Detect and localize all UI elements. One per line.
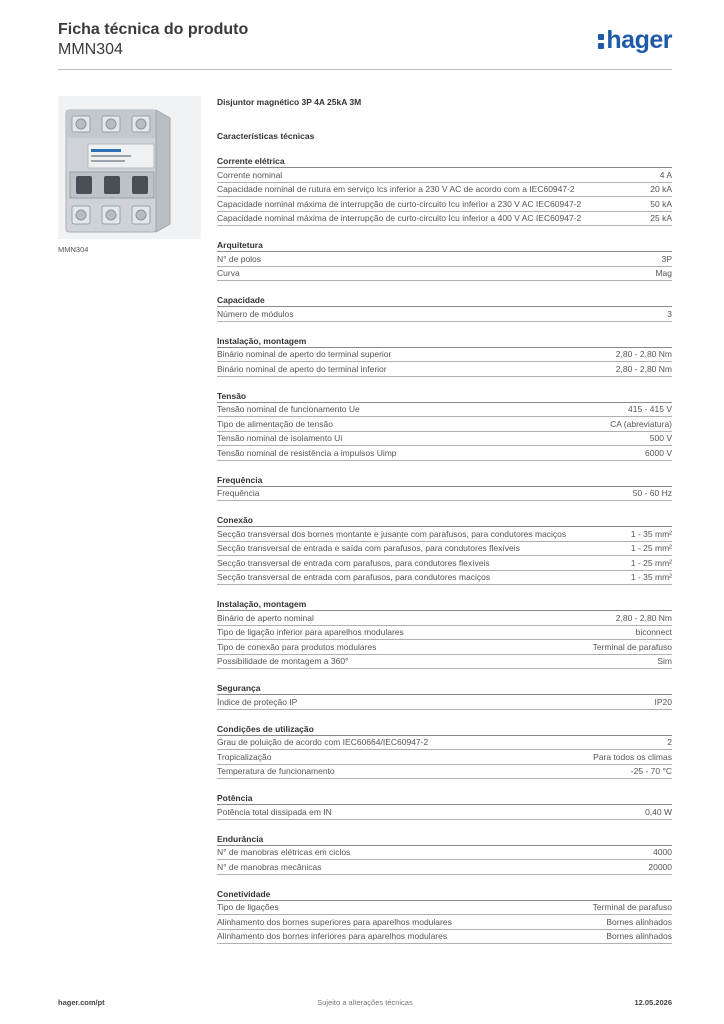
spec-value: 50 kA: [650, 198, 672, 209]
spec-row: [217, 307, 672, 322]
spec-row: [217, 750, 672, 765]
spec-value: Sim: [657, 656, 672, 666]
section-title: Corrente elétrica: [217, 155, 672, 168]
spec-section: [217, 598, 672, 669]
spec-label: Potência total dissipada em IN: [217, 806, 332, 817]
section-title: Arquitetura: [217, 239, 672, 252]
spec-label: Tensão nominal de funcionamento Ue: [217, 404, 360, 414]
spec-row: [217, 640, 672, 655]
image-caption: MMN304: [58, 245, 89, 254]
spec-value: 4 A: [659, 169, 672, 180]
technical-characteristics-title: Características técnicas: [217, 131, 315, 141]
spec-label: Tipo de ligação inferior para aparelhos modulares: [217, 627, 404, 637]
spec-label: Secção transversal de entrada com parafusos, para condutores maciços: [217, 572, 491, 582]
spec-value: Bornes alinhados: [606, 916, 672, 927]
spec-section: [217, 514, 672, 585]
spec-value: 25 kA: [650, 213, 672, 223]
spec-row: [217, 736, 672, 751]
spec-row: [217, 252, 672, 267]
spec-label: Capacidade nominal máxima de interrupção de curto-circuito Icu inferior a 230 V AC IEC60947-2: [217, 198, 582, 209]
spec-row: [217, 556, 672, 571]
section-title: Endurância: [217, 833, 672, 846]
circuit-breaker-image: [58, 96, 201, 239]
spec-label: Possibilidade de montagem a 360°: [217, 656, 349, 666]
spec-value: 4000: [653, 847, 672, 857]
spec-label: Temperatura de funcionamento: [217, 766, 335, 776]
spec-section: [217, 474, 672, 502]
section-title: Condições de utilização: [217, 723, 672, 736]
spec-value: 1 - 25 mm²: [630, 557, 672, 568]
spec-label: Grau de poluição de acordo com IEC60664/IEC60947-2: [217, 737, 429, 747]
spec-row: [217, 183, 672, 198]
spec-value: 2: [667, 737, 672, 747]
spec-section: [217, 335, 672, 377]
spec-value: Para todos os climas: [593, 751, 672, 762]
spec-row: [217, 930, 672, 945]
spec-value: IP20: [654, 696, 672, 707]
spec-row: [217, 626, 672, 641]
document-title: Ficha técnica do produto: [58, 21, 249, 38]
spec-label: Secção transversal de entrada e saída com parafusos, para condutores flexíveis: [217, 543, 520, 553]
spec-row: [217, 212, 672, 227]
spec-row: [217, 432, 672, 447]
spec-row: [217, 348, 672, 363]
spec-section: [217, 833, 672, 875]
spec-value: Terminal de parafuso: [592, 902, 672, 912]
spec-section: [217, 294, 672, 322]
section-title: Conetividade: [217, 888, 672, 901]
spec-section: [217, 792, 672, 820]
spec-section: [217, 888, 672, 945]
spec-value: biconnect: [635, 627, 672, 637]
spec-value: 6000 V: [645, 447, 672, 458]
spec-row: [217, 446, 672, 461]
spec-row: [217, 168, 672, 183]
spec-row: [217, 571, 672, 586]
spec-row: [217, 197, 672, 212]
spec-value: 1 - 25 mm²: [630, 543, 672, 553]
spec-value: 500 V: [649, 433, 672, 443]
spec-section: [217, 682, 672, 710]
section-title: Instalação, montagem: [217, 598, 672, 611]
section-title: Tensão: [217, 390, 672, 403]
spec-row: [217, 542, 672, 557]
spec-row: [217, 915, 672, 930]
hager-logo: [598, 26, 672, 55]
spec-row: [217, 805, 672, 820]
section-title: Capacidade: [217, 294, 672, 307]
logo-text: hager: [606, 26, 672, 54]
spec-label: N° de manobras mecânicas: [217, 861, 322, 872]
spec-row: [217, 901, 672, 916]
spec-label: N° de manobras elétricas em ciclos: [217, 847, 351, 857]
spec-label: Tensão nominal de resistência a impulsos Uimp: [217, 447, 397, 458]
spec-value: 20000: [648, 861, 672, 872]
spec-row: [217, 487, 672, 502]
spec-label: Curva: [217, 268, 240, 278]
spec-row: [217, 527, 672, 542]
section-title: Instalação, montagem: [217, 335, 672, 348]
spec-label: Alinhamento dos bornes inferiores para aparelhos modulares: [217, 931, 448, 941]
spec-value: 2,80 - 2,80 Nm: [615, 349, 672, 359]
spec-value: 1 - 35 mm²: [630, 528, 672, 539]
spec-label: Tipo de alimentação de tensão: [217, 418, 333, 429]
spec-value: 415 - 415 V: [628, 404, 672, 414]
spec-label: Número de módulos: [217, 308, 294, 319]
spec-row: [217, 765, 672, 780]
spec-row: [217, 403, 672, 418]
footer-notice: Sujeito a alterações técnicas: [317, 998, 413, 1007]
spec-row: [217, 655, 672, 670]
spec-row: [217, 695, 672, 710]
spec-section: [217, 723, 672, 780]
spec-label: Capacidade nominal de rutura em serviço Ics inferior a 230 V AC de acordo com a IEC60947-2: [217, 184, 575, 194]
spec-label: Binário de aperto nominal: [217, 612, 314, 623]
spec-section: [217, 239, 672, 281]
spec-value: Mag: [655, 268, 672, 278]
spec-label: N° de polos: [217, 253, 262, 264]
spec-value: CA (abreviatura): [610, 418, 672, 429]
spec-value: 20 kA: [650, 184, 672, 194]
spec-row: [217, 846, 672, 861]
spec-label: Binário nominal de aperto do terminal inferior: [217, 363, 387, 374]
spec-label: Alinhamento dos bornes superiores para aparelhos modulares: [217, 916, 452, 927]
page-header: [58, 20, 672, 60]
spec-row: [217, 267, 672, 282]
spec-value: 2,80 - 2,80 Nm: [615, 612, 672, 623]
spec-section: [217, 390, 672, 461]
spec-label: Índice de proteção IP: [217, 696, 298, 707]
footer-date: 12.05.2026: [634, 998, 672, 1007]
section-title: Frequência: [217, 474, 672, 487]
spec-row: [217, 860, 672, 875]
spec-label: Tropicalização: [217, 751, 272, 762]
section-title: Potência: [217, 792, 672, 805]
spec-value: 1 - 35 mm²: [630, 572, 672, 582]
spec-row: [217, 611, 672, 626]
spec-value: 0,40 W: [645, 806, 672, 817]
logo-colon-icon: [598, 33, 605, 50]
spec-value: -25 - 70 °C: [630, 766, 672, 776]
spec-value: Terminal de parafuso: [592, 641, 672, 652]
section-title: Conexão: [217, 514, 672, 527]
spec-label: Corrente nominal: [217, 169, 283, 180]
spec-row: [217, 362, 672, 377]
spec-value: 3P: [661, 253, 672, 264]
spec-label: Frequência: [217, 488, 260, 498]
spec-label: Tipo de ligações: [217, 902, 279, 912]
product-description: Disjuntor magnético 3P 4A 25kA 3M: [217, 97, 362, 107]
specification-content: [217, 96, 672, 944]
product-code: MMN304: [58, 41, 123, 58]
spec-label: Secção transversal de entrada com parafusos, para condutores flexíveis: [217, 557, 490, 568]
circuit-breaker-icon: [58, 96, 201, 239]
spec-value: Bornes alinhados: [606, 931, 672, 941]
section-title: Segurança: [217, 682, 672, 695]
spec-label: Secção transversal dos bornes montante e jusante com parafusos, para condutores maciços: [217, 528, 567, 539]
spec-sections: [217, 155, 672, 944]
spec-value: 3: [667, 308, 672, 319]
spec-label: Tipo de conexão para produtos modulares: [217, 641, 377, 652]
spec-value: 2,80 - 2,80 Nm: [615, 363, 672, 374]
spec-row: [217, 417, 672, 432]
spec-label: Capacidade nominal máxima de interrupção de curto-circuito Icu inferior a 400 V AC IEC60947-2: [217, 213, 582, 223]
spec-section: [217, 155, 672, 226]
spec-label: Binário nominal de aperto do terminal superior: [217, 349, 392, 359]
spec-label: Tensão nominal de isolamento Ui: [217, 433, 343, 443]
spec-value: 50 - 60 Hz: [632, 488, 672, 498]
header-divider: [58, 69, 672, 70]
footer-website: hager.com/pt: [58, 998, 105, 1007]
